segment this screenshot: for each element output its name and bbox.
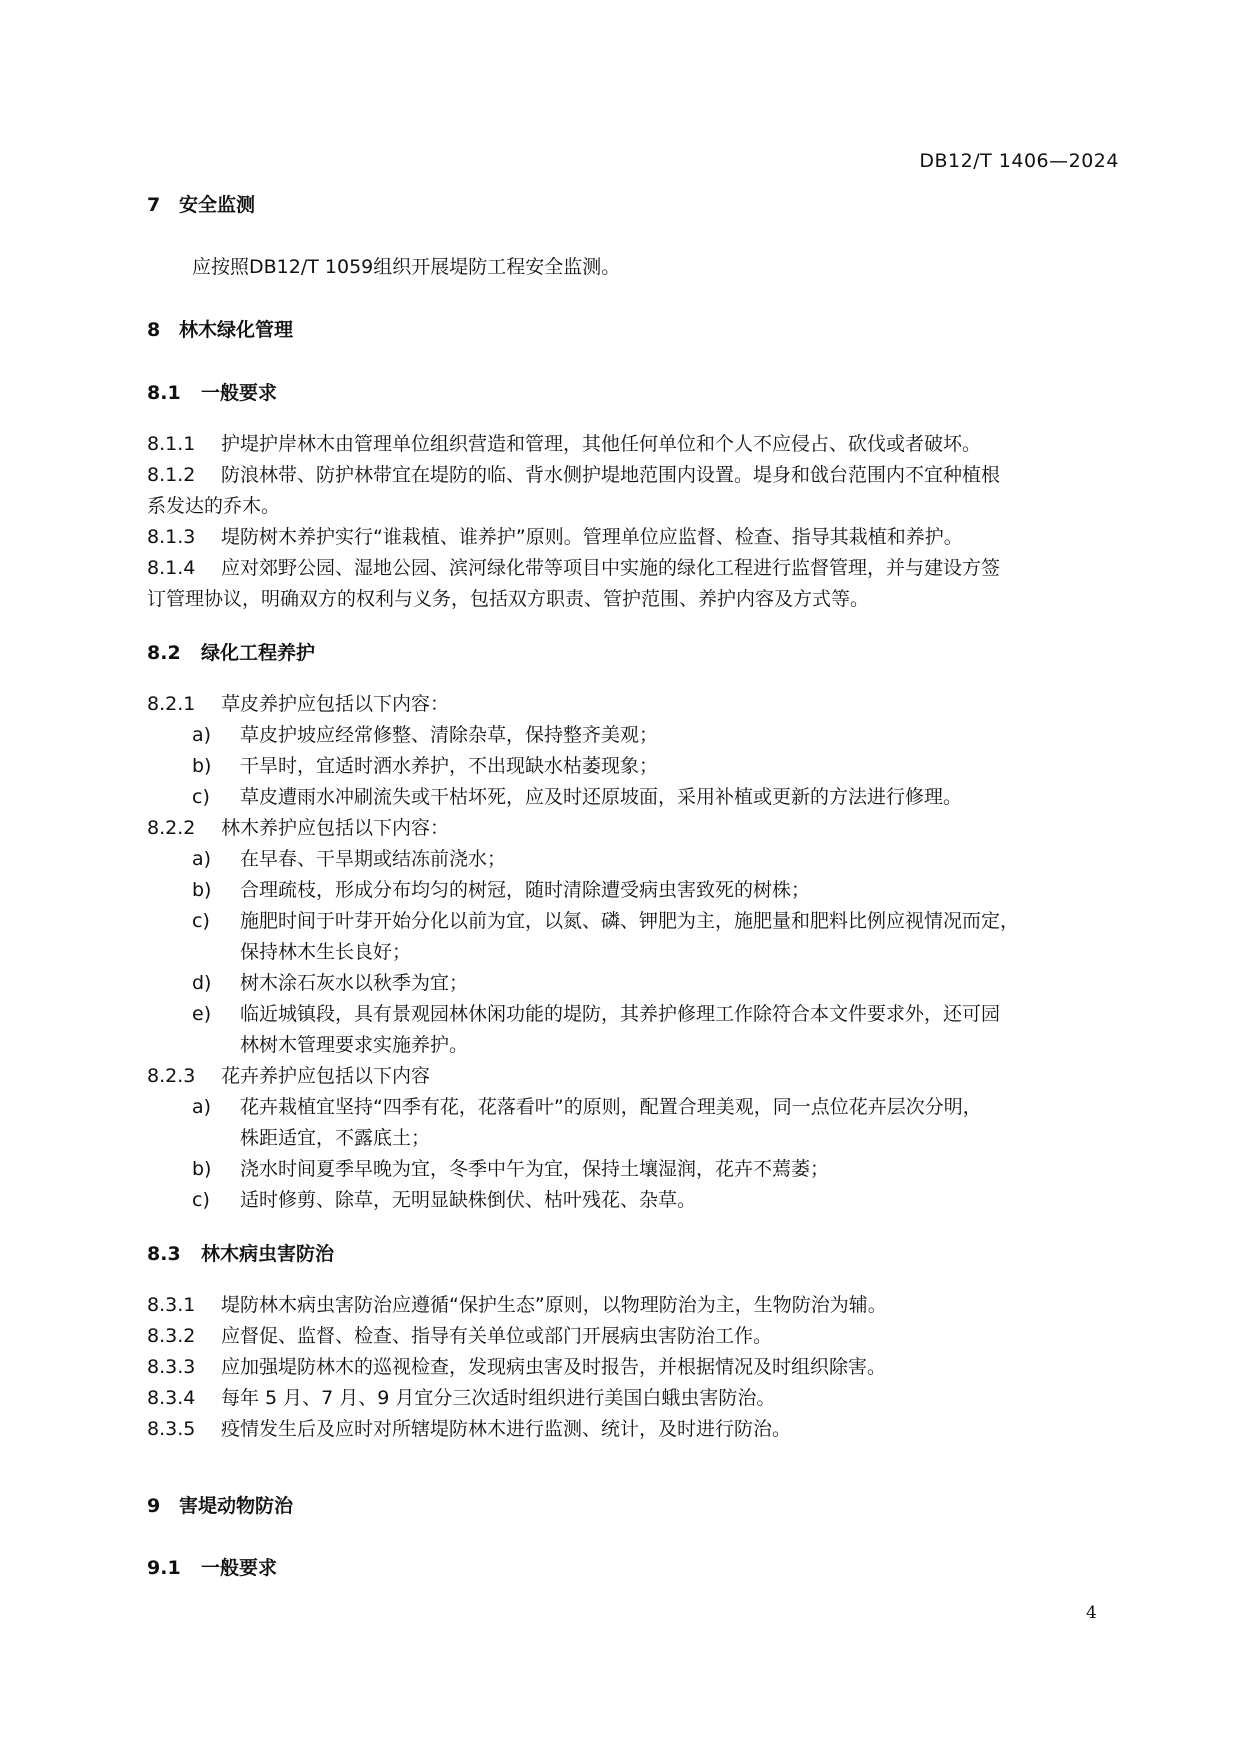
clause-number: 8.3.3 xyxy=(147,1356,196,1378)
list-item: b) 干旱时，宜适时洒水养护，不出现缺水枯萎现象； xyxy=(192,755,659,777)
clause-number: 8.2.1 xyxy=(147,693,196,715)
section-8-3-heading xyxy=(147,1239,1119,1269)
clause-text: 林木养护应包括以下内容： xyxy=(221,817,450,839)
clause-8-3-3 xyxy=(147,1352,1119,1382)
section-title: 一般要求 xyxy=(201,1557,278,1579)
clause-8-1-2-continuation: 系发达的乔木。 xyxy=(147,495,281,517)
clause-text: 应督促、监督、检查、指导有关单位或部门开展病虫害防治工作。 xyxy=(221,1325,773,1347)
list-item-continuation: 林树木管理要求实施养护。 xyxy=(240,1034,469,1056)
list-item: b) 浇水时间夏季早晚为宜，冬季中午为宜，保持土壤湿润，花卉不蔫萎； xyxy=(192,1158,830,1180)
clause-text: 花卉养护应包括以下内容 xyxy=(221,1065,431,1087)
section-number: 8 xyxy=(147,319,161,341)
clause-text: 防浪林带、防护林带宜在堤防的临、背水侧护堤地范围内设置。堤身和戗台范围内不宜种植根 xyxy=(221,464,1001,486)
clause-text: 每年 5 月、7 月、9 月宜分三次适时组织进行美国白蛾虫害防治。 xyxy=(221,1387,776,1409)
clause-text: 堤防林木病虫害防治应遵循“保护生态”原则，以物理防治为主，生物防治为辅。 xyxy=(221,1294,887,1316)
list-item: a) 在早春、干旱期或结冻前浇水； xyxy=(192,848,507,870)
document-id: DB12/T 1406—2024 xyxy=(919,150,1119,172)
clause-number: 8.1.1 xyxy=(147,433,196,455)
section-8-1-heading xyxy=(147,378,1119,408)
list-item-continuation: 株距适宜，不露底土； xyxy=(240,1127,431,1149)
section-9-heading xyxy=(147,1491,1119,1521)
clause-number: 8.3.1 xyxy=(147,1294,196,1316)
clause-number: 8.3.2 xyxy=(147,1325,196,1347)
section-number: 9.1 xyxy=(147,1557,181,1579)
section-title: 林木病虫害防治 xyxy=(201,1243,335,1265)
clause-8-2-2 xyxy=(147,813,1119,843)
clause-8-1-3 xyxy=(147,522,1119,552)
section-7-paragraph: 应按照DB12/T 1059组织开展堤防工程安全监测。 xyxy=(192,256,621,278)
clause-8-3-1 xyxy=(147,1290,1119,1320)
clause-number: 8.3.5 xyxy=(147,1418,196,1440)
section-8-heading xyxy=(147,315,1119,345)
section-number: 8.2 xyxy=(147,642,181,664)
list-item: e) 临近城镇段，具有景观园林休闲功能的堤防，其养护修理工作除符合本文件要求外，还可园 xyxy=(192,1003,1001,1025)
list-item-continuation: 保持林木生长良好； xyxy=(240,941,412,963)
clause-number: 8.1.2 xyxy=(147,464,196,486)
clause-text: 应对郊野公园、湿地公园、滨河绿化带等项目中实施的绿化工程进行监督管理，并与建设方签 xyxy=(221,557,1001,579)
clause-text: 应加强堤防林木的巡视检查，发现病虫害及时报告，并根据情况及时组织除害。 xyxy=(221,1356,887,1378)
clause-number: 8.2.2 xyxy=(147,817,196,839)
clause-text: 疫情发生后及应时对所辖堤防林木进行监测、统计，及时进行防治。 xyxy=(221,1418,792,1440)
clause-8-1-4 xyxy=(147,553,1119,583)
clause-number: 8.1.3 xyxy=(147,526,196,548)
clause-8-1-1 xyxy=(147,429,1119,459)
page-number: 4 xyxy=(1086,1603,1097,1623)
clause-8-3-2 xyxy=(147,1321,1119,1351)
list-item: c) 施肥时间于叶芽开始分化以前为宜，以氮、磷、钾肥为主，施肥量和肥料比例应视情况而定， xyxy=(192,910,1020,932)
clause-8-2-1 xyxy=(147,689,1119,719)
section-title: 绿化工程养护 xyxy=(201,642,316,664)
clause-8-2-3 xyxy=(147,1061,1119,1091)
clause-text: 护堤护岸林木由管理单位组织营造和管理，其他任何单位和个人不应侵占、砍伐或者破坏。 xyxy=(221,433,982,455)
list-item: c) 适时修剪、除草，无明显缺株倒伏、枯叶残花、杂草。 xyxy=(192,1189,697,1211)
section-title: 林木绿化管理 xyxy=(179,319,294,341)
clause-text: 堤防树木养护实行“谁栽植、谁养护”原则。管理单位应监督、检查、指导其栽植和养护。 xyxy=(221,526,963,548)
clause-text: 草皮养护应包括以下内容： xyxy=(221,693,450,715)
clause-8-1-4-continuation: 订管理协议，明确双方的权利与义务，包括双方职责、管护范围、养护内容及方式等。 xyxy=(147,588,870,610)
section-number: 7 xyxy=(147,194,161,216)
section-9-1-heading xyxy=(147,1553,1119,1583)
list-item: d) 树木涂石灰水以秋季为宜； xyxy=(192,972,469,994)
list-item: a) 草皮护坡应经常修整、清除杂草，保持整齐美观； xyxy=(192,724,659,746)
section-title: 害堤动物防治 xyxy=(179,1495,294,1517)
clause-8-3-5 xyxy=(147,1414,1119,1444)
section-title: 一般要求 xyxy=(201,382,278,404)
section-title: 安全监测 xyxy=(179,194,256,216)
clause-number: 8.3.4 xyxy=(147,1387,196,1409)
list-item: a) 花卉栽植宜坚持“四季有花，花落看叶”的原则，配置合理美观，同一点位花卉层次分明， xyxy=(192,1096,982,1118)
section-7-heading xyxy=(147,190,1119,220)
clause-number: 8.1.4 xyxy=(147,557,196,579)
clause-8-3-4 xyxy=(147,1383,1119,1413)
section-8-2-heading xyxy=(147,638,1119,668)
clause-8-1-2 xyxy=(147,460,1119,490)
section-number: 8.3 xyxy=(147,1243,181,1265)
section-number: 8.1 xyxy=(147,382,181,404)
clause-number: 8.2.3 xyxy=(147,1065,196,1087)
list-item: b) 合理疏枝，形成分布均匀的树冠，随时清除遭受病虫害致死的树株； xyxy=(192,879,811,901)
section-number: 9 xyxy=(147,1495,161,1517)
list-item: c) 草皮遭雨水冲刷流失或干枯坏死，应及时还原坡面，采用补植或更新的方法进行修理。 xyxy=(192,786,963,808)
